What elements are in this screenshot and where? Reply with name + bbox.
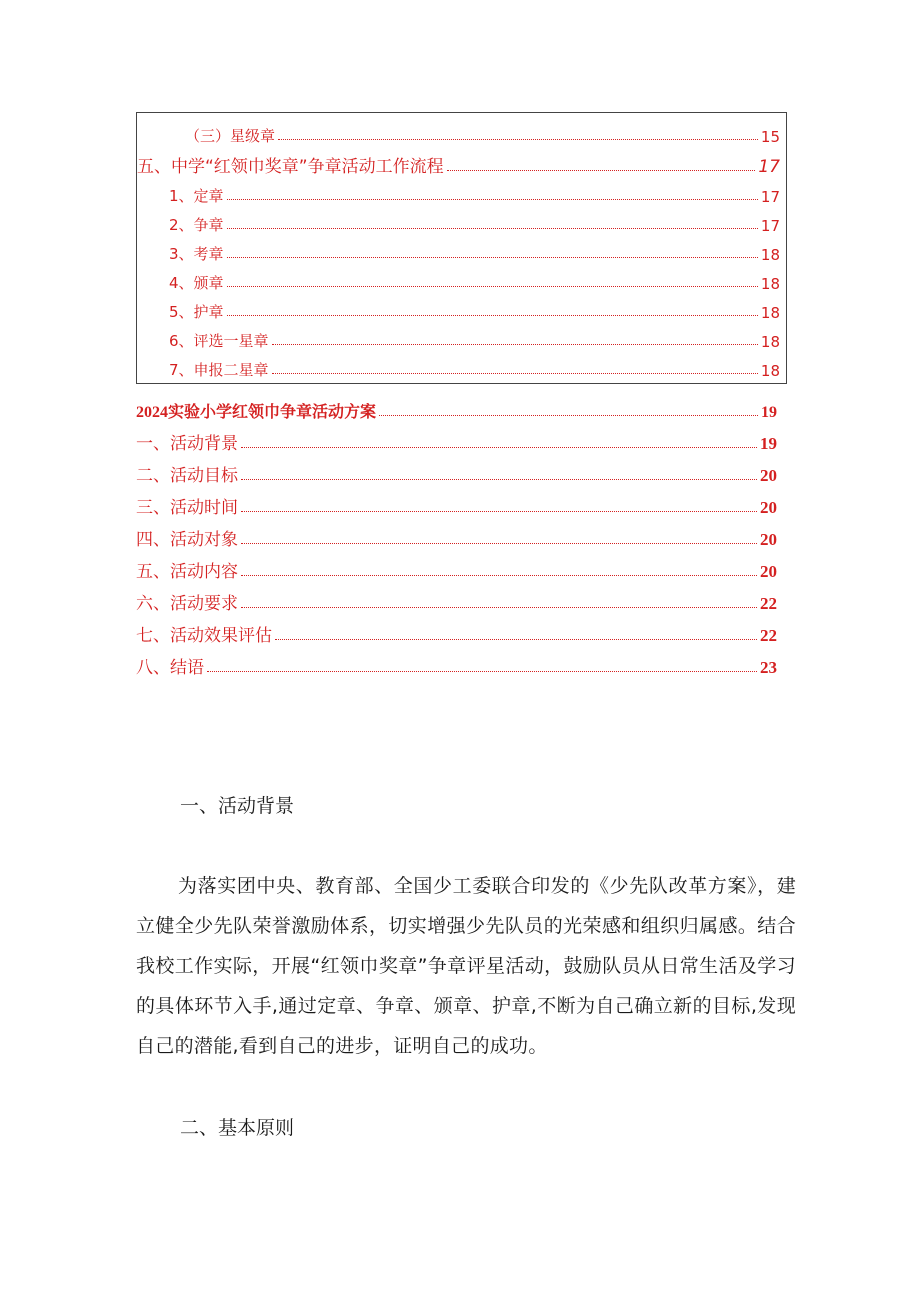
toc-entry[interactable]	[137, 293, 786, 322]
toc-entry-page-number: 15	[760, 128, 780, 146]
table-of-contents	[136, 112, 781, 678]
toc-dot-leader	[241, 542, 757, 544]
toc-entry-page-number: 17	[760, 188, 780, 206]
toc-entry-label: 三、活动时间	[136, 498, 238, 518]
toc-entry-label: 5、护章	[169, 303, 224, 321]
toc-dot-leader	[272, 343, 758, 345]
toc-entry[interactable]	[137, 177, 786, 206]
toc-entry-page-number: 19	[761, 404, 777, 421]
toc-entry-page-number: 17	[760, 217, 780, 235]
toc-entry-label: 4、颁章	[169, 274, 224, 292]
toc-entry-page-number: 18	[760, 246, 780, 264]
toc-entry-page-number: 23	[760, 658, 777, 677]
toc-entry[interactable]	[137, 146, 786, 177]
toc-outer-section	[136, 390, 781, 678]
toc-entry[interactable]	[136, 390, 777, 422]
toc-entry-page-number: 18	[760, 304, 780, 322]
toc-entry-label: 八、结语	[136, 658, 204, 678]
toc-entry-label: 3、考章	[169, 245, 224, 263]
toc-entry-page-number: 22	[760, 594, 777, 613]
toc-entry-page-number: 20	[760, 498, 777, 517]
toc-dot-leader	[379, 414, 758, 416]
toc-entry-page-number: 20	[760, 530, 777, 549]
toc-dot-leader	[227, 198, 758, 200]
toc-entry-label: 七、活动效果评估	[136, 626, 272, 646]
toc-dot-leader	[241, 574, 757, 576]
toc-dot-leader	[278, 138, 758, 140]
toc-entry-page-number: 18	[760, 333, 780, 351]
toc-entry-label: （三）星级章	[185, 127, 276, 145]
toc-entry-label: 一、活动背景	[136, 434, 238, 454]
toc-entry-page-number: 20	[760, 466, 777, 485]
toc-entry[interactable]	[136, 422, 777, 454]
toc-dot-leader	[207, 670, 757, 672]
toc-entry-label: 四、活动对象	[136, 530, 238, 550]
toc-entry[interactable]	[136, 486, 777, 518]
toc-entry[interactable]	[137, 351, 786, 380]
toc-dot-leader	[227, 227, 758, 229]
toc-entry-label: 五、中学“红领巾奖章”争章活动工作流程	[137, 157, 444, 177]
toc-dot-leader	[241, 446, 757, 448]
toc-dot-leader	[241, 478, 757, 480]
toc-entry-label: 1、定章	[169, 187, 224, 205]
toc-entry[interactable]	[137, 264, 786, 293]
toc-dot-leader	[241, 510, 757, 512]
toc-entry-label: 五、活动内容	[136, 562, 238, 582]
toc-entry[interactable]	[137, 235, 786, 264]
toc-dot-leader	[241, 606, 757, 608]
toc-entry-label: 7、申报二星章	[169, 361, 269, 379]
toc-entry[interactable]	[136, 614, 777, 646]
toc-entry-page-number: 18	[760, 275, 780, 293]
toc-entry-label: 二、活动目标	[136, 466, 238, 486]
toc-entry[interactable]	[136, 582, 777, 614]
toc-dot-leader	[227, 256, 758, 258]
toc-entry[interactable]	[136, 550, 777, 582]
toc-entry[interactable]	[136, 646, 777, 678]
document-body	[136, 784, 796, 1150]
toc-entry[interactable]	[137, 322, 786, 351]
toc-entry[interactable]	[137, 117, 786, 146]
toc-entry[interactable]	[136, 454, 777, 486]
background-paragraph: 为落实团中央、教育部、全国少工委联合印发的《少先队改革方案》，建立健全少先队荣誉激励体系，切实增强少先队员的光荣感和组织归属感。结合我校工作实际，开展“红领巾奖章”争章评星活动，鼓励队员从日常生活及学习的具体环节入手,通过定章、争章、颁章、护章,不断为自己确立新的目标,发现自己的潜能,看到自己的进步，证明自己的成功。	[136, 875, 796, 1057]
toc-entry-page-number: 22	[760, 626, 777, 645]
toc-dot-leader	[227, 314, 758, 316]
toc-dot-leader	[447, 169, 756, 171]
toc-entry-label: 6、评选一星章	[169, 332, 269, 350]
toc-entry-label: 2024实验小学红领巾争章活动方案	[136, 404, 377, 421]
toc-entry[interactable]	[136, 518, 777, 550]
toc-dot-leader	[272, 372, 758, 374]
toc-entry[interactable]	[137, 206, 786, 235]
section-heading-principles: 二、基本原则	[180, 1117, 295, 1139]
toc-entry-page-number: 18	[760, 362, 780, 380]
toc-dot-leader	[227, 285, 758, 287]
toc-dot-leader	[275, 638, 757, 640]
toc-entry-page-number: 17	[758, 157, 780, 177]
toc-entry-label: 六、活动要求	[136, 594, 238, 614]
toc-boxed-section	[136, 112, 787, 384]
toc-entry-label: 2、争章	[169, 216, 224, 234]
toc-entry-page-number: 20	[760, 562, 777, 581]
section-heading-background: 一、活动背景	[180, 795, 295, 817]
toc-entry-page-number: 19	[760, 434, 777, 453]
